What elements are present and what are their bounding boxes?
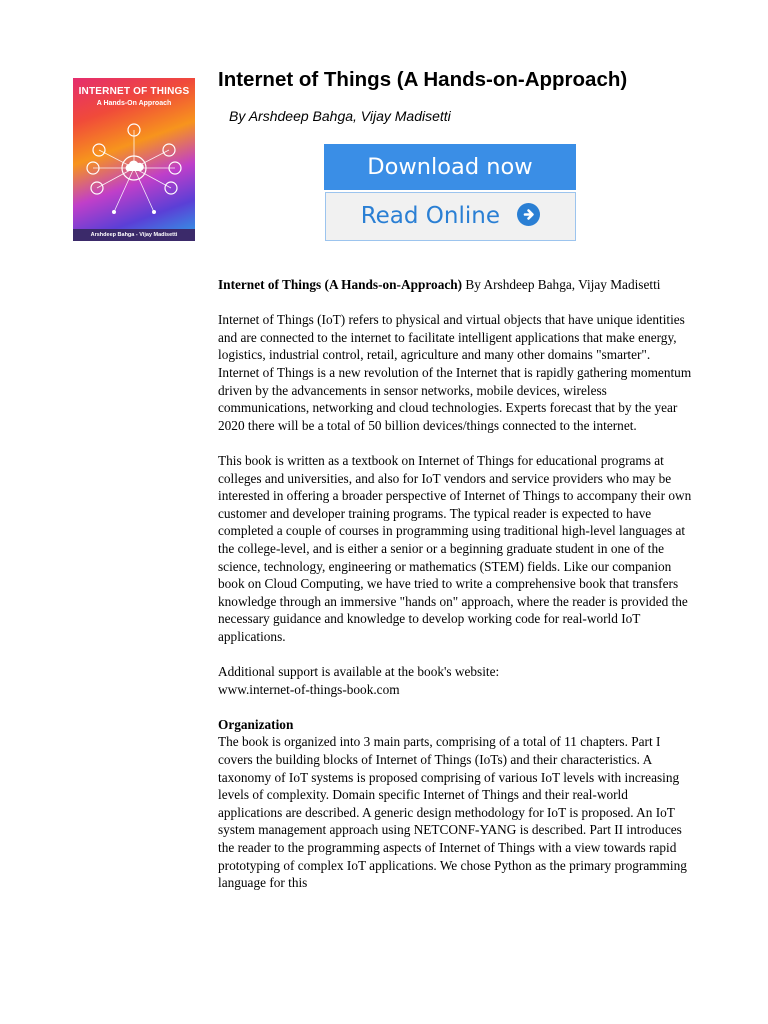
cover-authors: Arshdeep Bahga - Vijay Madisetti [73, 229, 195, 241]
book-cover [73, 78, 195, 241]
book-description [218, 276, 692, 909]
download-now-button[interactable] [324, 144, 576, 190]
organization-heading: Organization [218, 716, 294, 732]
arrow-right-circle-icon [517, 203, 540, 226]
intro-title: Internet of Things (A Hands-on-Approach) [218, 277, 463, 292]
read-online-button[interactable] [325, 192, 576, 241]
website-link[interactable]: www.internet-of-things-book.com [218, 681, 400, 697]
support-paragraph [218, 663, 692, 698]
read-button-label: Read Online [360, 203, 500, 229]
organization-text: The book is organized into 3 main parts, comprising of a total of 11 chapters. Part I covers the building blocks of Internet of Things (IoTs) and their characteristics. A taxonomy of IoT systems is proposed comprising of various IoT levels with increasing levels of complexity. Domain specific Internet of Things and their real-world applications are described. A generic design methodology for IoT is proposed. An IoT system management approach using NETCONF-YANG is described. Part II introduces the reader to the programming aspects of Internet of Things with a view towards rapid prototyping of complex IoT applications. We chose Python as the primary programming language for this [218, 734, 687, 891]
cover-iot-diagram [79, 116, 189, 224]
intro-authors: By Arshdeep Bahga, Vijay Madisetti [462, 277, 661, 292]
paragraph-1: Internet of Things (IoT) refers to physical and virtual objects that have unique identities and are connected to the internet to facilitate intelligent applications that make energy, logistics, industrial control, retail, agriculture and many other domains "smarter". Internet of Things is a new revolution of the Internet that is rapidly gathering momentum driven by the advancements in sensor networks, mobile devices, wireless communications, networking and cloud technologies. Experts forecast that by the year 2020 there will be a total of 50 billion devices/things connected to the internet. [218, 312, 692, 433]
cover-subtitle: A Hands-On Approach [96, 100, 172, 107]
download-button-label: Download now [367, 154, 533, 180]
book-authors: By Arshdeep Bahga, Vijay Madisetti [229, 108, 451, 124]
page-title: Internet of Things (A Hands-on-Approach) [218, 68, 628, 91]
cover-title: INTERNET OF THINGS [78, 86, 190, 97]
intro-line [218, 276, 692, 294]
paragraph-2: This book is written as a textbook on Internet of Things for educational programs at colleges and universities, and also for IoT vendors and service providers who may be interested in offering a broader perspective of Internet of Things to accompany their own customer and developer training programs. The typical reader is expected to have completed a couple of courses in programming using traditional high-level languages at the college-level, and is either a senior or a beginning graduate student in one of the science, technology, engineering or mathematics (STEM) fields. Like our companion book on Cloud Computing, we have tried to write a comprehensive book that transfers knowledge through an immersive "hands on" approach, where the reader is provided the necessary guidance and knowledge to develop working code for real-world IoT applications. [218, 452, 692, 644]
support-text: Additional support is available at the book's website: [218, 664, 500, 680]
